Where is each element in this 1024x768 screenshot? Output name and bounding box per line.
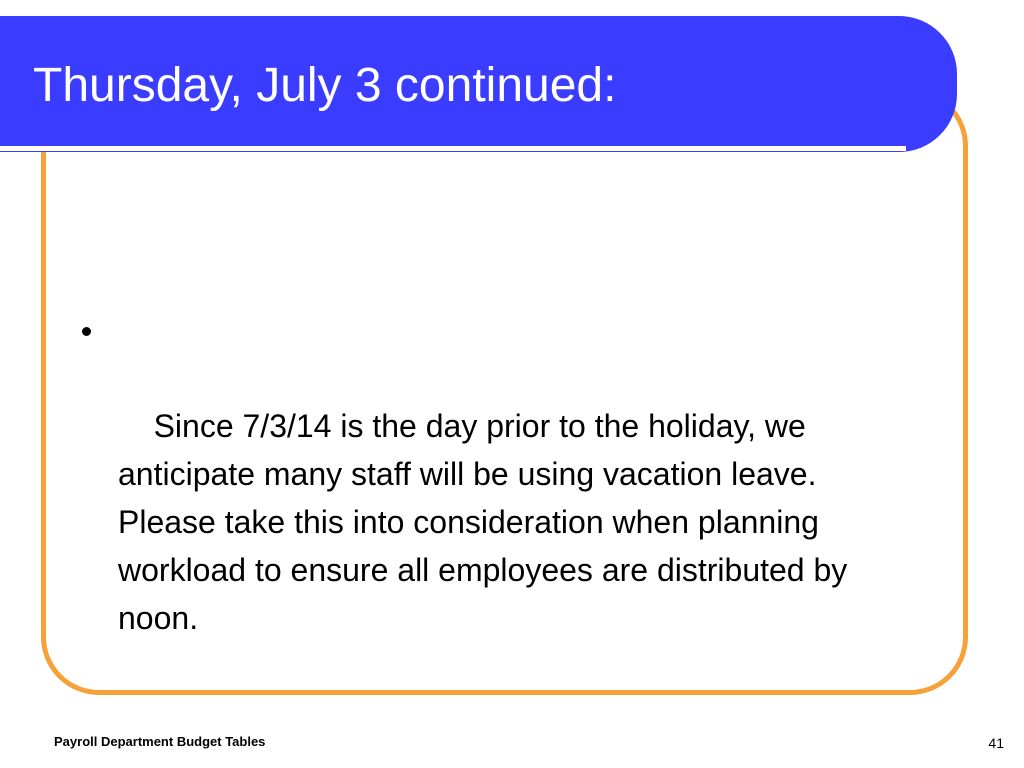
slide-title: Thursday, July 3 continued:	[33, 59, 617, 112]
footer-title: Payroll Department Budget Tables	[54, 734, 266, 749]
bullet-text: Since 7/3/14 is the day prior to the holiday, we anticipate many staff will be using vacation leave. Please take this into consideration when planning workload to ensure all employees are distributed by noon.	[118, 408, 857, 636]
page-number: 41	[988, 735, 1004, 751]
bullet-dot-icon	[82, 327, 91, 336]
bullet-item	[82, 306, 932, 690]
title-band	[0, 16, 957, 152]
bullet-list	[82, 306, 932, 690]
title-underline	[0, 146, 906, 151]
